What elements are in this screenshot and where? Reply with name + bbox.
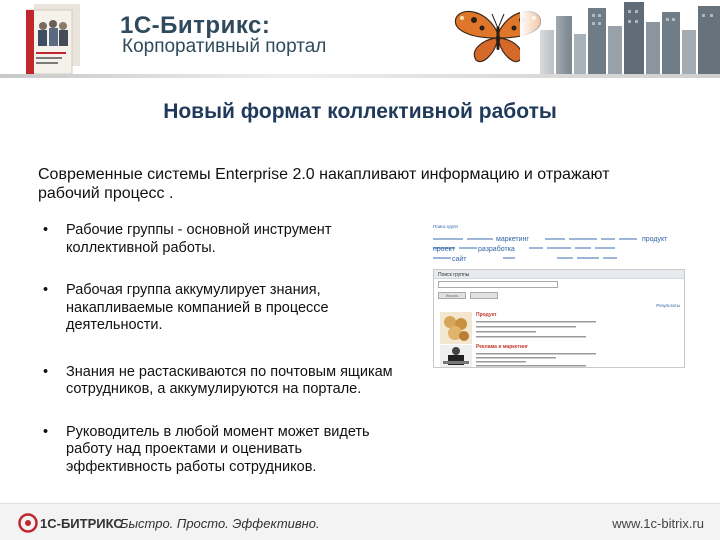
tag-marketing[interactable]: маркетинг xyxy=(496,236,529,243)
product-box-image xyxy=(26,4,80,74)
group-title-marketing[interactable]: Реклама и маркетинг xyxy=(476,344,529,350)
bullet-item xyxy=(38,424,408,477)
group-thumbnail-marketing xyxy=(440,345,472,367)
tag-cloud-header: Поиск групп xyxy=(433,224,458,229)
bullet-marker: • xyxy=(43,282,49,298)
tag-development[interactable]: разработка xyxy=(478,246,515,253)
footer xyxy=(0,503,720,540)
bitrix-logo-icon xyxy=(18,513,38,533)
group-search-panel xyxy=(433,269,685,368)
footer-logo-text: 1С-БИТРИКС xyxy=(40,516,123,531)
reset-button[interactable] xyxy=(470,292,498,299)
search-panel-header: Поиск группы xyxy=(434,270,684,279)
bullet-item xyxy=(38,282,408,335)
search-button[interactable]: Искать xyxy=(438,292,466,299)
footer-slogan: Быстро. Просто. Эффективно. xyxy=(120,516,320,531)
bullet-item xyxy=(38,364,408,399)
tag-project[interactable]: проект xyxy=(433,246,455,253)
tag-product[interactable]: продукт xyxy=(642,236,668,243)
bullet-text: Знания не растаскиваются по почтовым ящикам сотрудников, а аккумулируются на портале. xyxy=(66,363,393,397)
bullet-marker: • xyxy=(43,363,49,380)
group-desc-product xyxy=(476,320,616,340)
tag-site[interactable]: сайт xyxy=(452,256,467,263)
city-skyline-image xyxy=(520,0,720,78)
group-search-input[interactable] xyxy=(438,281,558,288)
brand-title: 1С-Битрикс: xyxy=(120,12,271,39)
portal-screenshot xyxy=(430,222,688,368)
group-desc-marketing xyxy=(476,352,616,368)
slide-title: Новый формат коллективной работы xyxy=(163,100,557,123)
group-thumbnail-product xyxy=(440,312,472,344)
bullet-list xyxy=(38,222,408,501)
bullet-marker: • xyxy=(43,222,49,238)
header-divider xyxy=(0,74,720,78)
header xyxy=(0,0,720,78)
bullet-text: Рабочая группа аккумулирует знания, накапливаемые компанией в процессе деятельности. xyxy=(66,282,329,333)
brand-subtitle: Корпоративный портал xyxy=(122,36,327,57)
bullet-marker: • xyxy=(43,423,49,440)
bullet-item xyxy=(38,222,408,257)
bullet-text: Руководитель в любой момент может видеть работу над проектами и оценивать эффективность работы сотрудников. xyxy=(66,423,370,475)
footer-site-link[interactable]: www.1c-bitrix.ru xyxy=(612,516,704,531)
bullet-text: Рабочие группы - основной инструмент коллективной работы. xyxy=(66,222,332,256)
results-label: Результаты xyxy=(656,303,680,308)
group-title-product[interactable]: Продукт xyxy=(476,312,497,318)
intro-text: Современные системы Enterprise 2.0 накапливают информацию и отражают рабочий процесс . xyxy=(38,166,610,202)
